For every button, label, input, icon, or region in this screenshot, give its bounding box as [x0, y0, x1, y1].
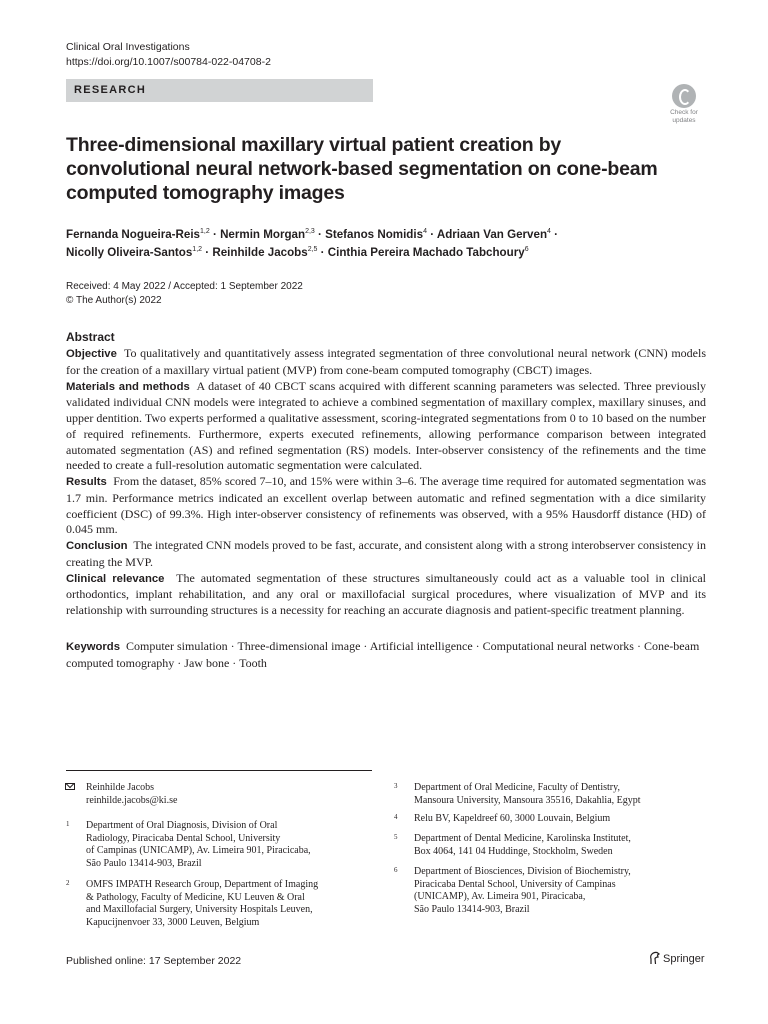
published-online: Published online: 17 September 2022 [66, 955, 242, 967]
affiliation-line: Department of Oral Diagnosis, Division of Oral [86, 820, 278, 831]
author-name[interactable]: Stefanos Nomidis [325, 228, 424, 241]
check-for-updates-badge[interactable] [664, 84, 704, 124]
author-affiliation: 6 [524, 246, 529, 253]
affiliation-line: São Paulo 13414-903, Brazil [414, 903, 530, 915]
article-dates [66, 280, 303, 308]
abstract-section-text: The automated segmentation of these structures simultaneously could act as a valuable tool in clinical orthodontics, implant rehabilitation, and any oral or maxillofacial surgical procedures, where visualization of MVP and its relationship with surrounding structures is a necessity for reaching an accurate diagnosis and patient-specific treatment planning. [66, 570, 706, 617]
author-affiliation: 1,2 [192, 246, 203, 253]
author-affiliation: 4 [423, 228, 427, 235]
affiliation-line: Kapucijnenvoer 33, 3000 Leuven, Belgium [86, 916, 260, 928]
check-updates-line2: updates [672, 117, 696, 124]
abstract-section [66, 474, 706, 538]
check-updates-line1: Check for [670, 109, 698, 116]
affiliation-1 [66, 820, 376, 870]
affiliation-number: 5 [394, 833, 398, 841]
abstract-section-text: From the dataset, 85% scored 7–10, and 15% were within 3–6. The average time required for automated segmentation was 1.7 min. Performance metrics indicated an excellent overlap between automatic and refined segmentation with a dice similarity coefficient (DSC) of 99.3%. High inter-observer consistency of refinements was observed, with a 95% Hausdorff distance (HD) of 0.045 mm. [66, 474, 707, 537]
journal-name: Clinical Oral Investigations [66, 41, 190, 53]
envelope-icon [65, 783, 75, 790]
author-name[interactable]: Cinthia Pereira Machado Tabchoury [327, 246, 525, 259]
received-accepted: Received: 4 May 2022 / Accepted: 1 September 2022 [66, 281, 303, 292]
abstract-section-label: Clinical relevance [66, 572, 165, 585]
check-updates-icon [672, 84, 696, 108]
copyright: © The Author(s) 2022 [66, 295, 162, 306]
section-label: RESEARCH [66, 79, 373, 102]
affiliation-line: Mansoura University, Mansoura 35516, Dakahlia, Egypt [414, 794, 641, 806]
keywords-label: Keywords [66, 641, 120, 653]
abstract-section [66, 379, 706, 475]
abstract-section-text: To qualitatively and quantitatively assess integrated segmentation of three convolutional neural network (CNN) models for the creation of a maxillary virtual patient (MVP) from cone-beam computed tomography (CBCT) images. [66, 346, 706, 377]
author-affiliation: 2,3 [305, 228, 315, 235]
author-name[interactable]: Fernanda Nogueira-Reis [66, 228, 201, 241]
abstract-section-label: Results [66, 476, 107, 488]
abstract-section-label: Materials and methods [66, 380, 190, 393]
author-name[interactable]: Nicolly Oliveira-Santos [66, 246, 193, 259]
affiliation-6 [394, 866, 704, 916]
abstract-section-text: The integrated CNN models proved to be fast, accurate, and consistent along with a strong interobserver consistency in creating the MVP. [66, 538, 706, 569]
affiliation-line: & Pathology, Faculty of Medicine, KU Leuven & Oral [86, 891, 305, 903]
journal-header [66, 40, 271, 70]
affiliation-line: and Maxillofacial Surgery, University Hospitals Leuven, [86, 904, 313, 915]
affiliation-4 [394, 813, 704, 826]
affiliation-line: São Paulo 13414-903, Brazil [86, 857, 202, 869]
abstract-section [66, 538, 706, 571]
affiliation-line: Piracicaba Dental School, University of Campinas [414, 878, 616, 890]
publisher-logo [648, 951, 705, 965]
author-list: Fernanda Nogueira-Reis$^{1,2}$ · Nermin Morgan$^{2,3}$ · Stefanos Nomidis$^4$ · Adriaan Van Gerven$^4$ · Nicolly Oliveira-Santos$^{1,2}$ · Reinhilde Jacobs$^{2,5}$ · Cinthia Pereira Machado Tabchoury$^6$ [66, 228, 559, 259]
author-affiliation: 1,2 [200, 228, 210, 235]
abstract-heading: Abstract [66, 330, 115, 344]
affiliation-line: (UNICAMP), Av. Limeira 901, Piracicaba, [414, 891, 586, 902]
abstract-section-label: Objective [66, 348, 117, 360]
affiliation-number: 2 [66, 879, 70, 887]
affiliation-number: 4 [394, 813, 398, 821]
affiliation-number: 6 [394, 866, 398, 874]
affiliation-line: Department of Oral Medicine, Faculty of Dentistry, [414, 782, 620, 793]
keywords-text: Computer simulation · Three-dimensional image · Artificial intelligence · Computational neural networks · Cone-beam computed tomography · Jaw bone · Tooth [66, 639, 700, 670]
author-affiliation: 4 [547, 228, 551, 235]
affiliation-line: Relu BV, Kapeldreef 60, 3000 Louvain, Belgium [414, 813, 611, 824]
corresponding-author [86, 782, 376, 807]
footnote-divider [66, 770, 372, 771]
publisher-name: Springer [663, 953, 705, 965]
affiliation-line: Box 4064, 141 04 Huddinge, Stockholm, Sweden [414, 845, 613, 857]
paper-title: Three-dimensional maxillary virtual patient creation by convolutional neural network-based segmentation on cone-beam computed tomography images [66, 134, 658, 204]
abstract-section-text: A dataset of 40 CBCT scans acquired with different scanning parameters was selected. Three previously validated individual CNN models were integrated to achieve a combined segmentation of maxillary complex, maxillary sinuses, and upper dentition. Two experts performed a qualitative assessment, scoring-integrated segmentations from 0 to 10 based on the number of required refinements. Furthermore, experts executed refinements, allowing performance comparison between integrated automated segmentation (AS) and refined segmentation (RS) models. Inter-observer consistency of the refinements and the time needed to create a full-resolution automatic segmentation were calculated. [66, 378, 707, 473]
affiliation-2 [66, 879, 376, 929]
abstract-section [66, 346, 706, 379]
author-name[interactable]: Nermin Morgan [220, 228, 306, 241]
affiliation-5 [394, 833, 704, 858]
abstract-section [66, 571, 706, 619]
affiliation-line: Department of Biosciences, Division of Biochemistry, [414, 866, 631, 877]
springer-horse-icon [648, 951, 661, 965]
corresponding-email[interactable]: reinhilde.jacobs@ki.se [86, 794, 178, 806]
doi-link[interactable]: https://doi.org/10.1007/s00784-022-04708-2 [66, 56, 271, 68]
affiliation-3 [394, 782, 704, 807]
corresponding-name: Reinhilde Jacobs [86, 782, 155, 793]
affiliation-line: OMFS IMPATH Research Group, Department of Imaging [86, 879, 319, 890]
affiliation-number: 1 [66, 820, 70, 828]
affiliation-line: Department of Dental Medicine, Karolinska Institutet, [414, 833, 631, 844]
affiliation-line: of Campinas (UNICAMP), Av. Limeira 901, Piracicaba, [86, 845, 311, 856]
author-affiliation: 2,5 [307, 246, 318, 253]
author-name[interactable]: Reinhilde Jacobs [212, 246, 308, 259]
abstract-section-label: Conclusion [66, 540, 128, 552]
abstract-body [66, 346, 706, 619]
affiliation-line: Radiology, Piracicaba Dental School, University [86, 832, 281, 844]
author-name[interactable]: Adriaan Van Gerven [436, 228, 548, 241]
keywords [66, 638, 706, 671]
affiliation-number: 3 [394, 782, 398, 790]
